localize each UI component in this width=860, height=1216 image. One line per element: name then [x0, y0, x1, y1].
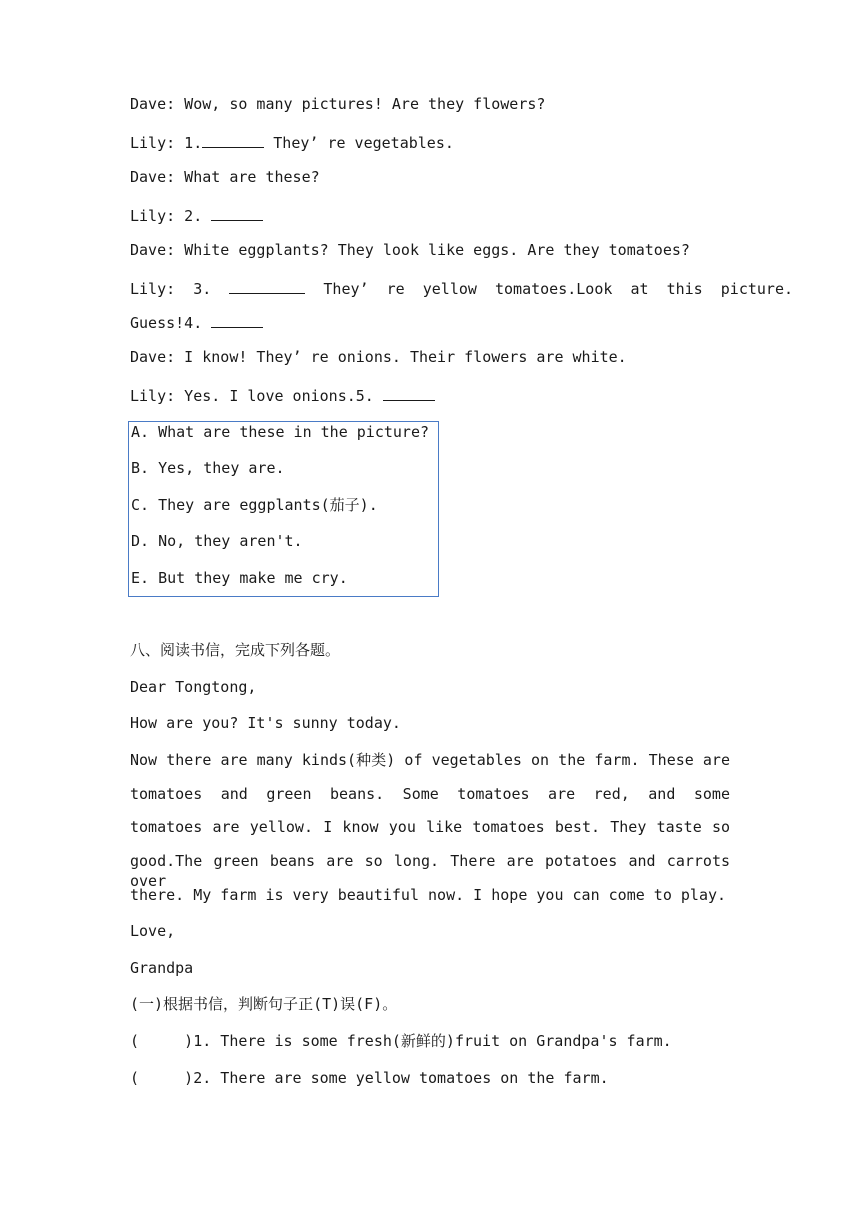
- dialogue-line-4: [130, 204, 263, 226]
- letter-body-line: tomatoes and green beans. Some tomatoes are red, and some: [130, 785, 730, 803]
- section-heading: 八、阅读书信，完成下列各题。: [130, 641, 341, 659]
- dialogue-line-2: [130, 131, 454, 153]
- question-2[interactable]: ( )2. There are some yellow tomatoes on the farm.: [130, 1069, 609, 1087]
- option-b: B. Yes, they are.: [131, 459, 285, 477]
- question-1[interactable]: ( )1. There is some fresh(新鲜的)fruit on Grandpa's farm.: [130, 1032, 672, 1050]
- answer-blank-3[interactable]: [229, 277, 305, 294]
- dialogue-line-1: Dave: Wow, so many pictures! Are they flowers?: [130, 95, 546, 113]
- letter-signature: Grandpa: [130, 959, 194, 977]
- dialogue-line-9: [130, 384, 435, 406]
- line-prefix: Lily: Yes. I love onions.5.: [130, 387, 383, 405]
- letter-closing: Love,: [130, 922, 176, 940]
- dialogue-line-8: Dave: I know! They’ re onions. Their flowers are white.: [130, 348, 627, 366]
- options-box: [128, 421, 439, 597]
- letter-opening: How are you? It's sunny today.: [130, 714, 401, 732]
- letter-body-line: Now there are many kinds(种类) of vegetables on the farm. These are: [130, 751, 730, 769]
- answer-blank-4[interactable]: [211, 311, 263, 328]
- line-prefix: Lily: 1.: [130, 134, 203, 152]
- dialogue-line-3: Dave: What are these?: [130, 168, 320, 186]
- option-e: E. But they make me cry.: [131, 569, 348, 587]
- line-prefix: Lily: 2.: [130, 207, 212, 225]
- option-a: A. What are these in the picture?: [131, 423, 430, 441]
- sub-heading: (一)根据书信，判断句子正(T)误(F)。: [130, 995, 398, 1013]
- option-d: D. No, they aren't.: [131, 532, 303, 550]
- letter-body-last-line: there. My farm is very beautiful now. I hope you can come to play.: [130, 886, 727, 904]
- answer-blank-5[interactable]: [383, 384, 435, 401]
- answer-blank-2[interactable]: [211, 204, 263, 221]
- line-suffix: They’ re yellow tomatoes.Look at this picture.: [305, 280, 794, 298]
- option-c: C. They are eggplants(茄子).: [131, 496, 378, 514]
- letter-greeting: Dear Tongtong,: [130, 678, 257, 696]
- line-suffix: They’ re vegetables.: [264, 134, 454, 152]
- line-prefix: Guess!4.: [130, 314, 212, 332]
- answer-blank-1[interactable]: [202, 131, 264, 148]
- dialogue-line-6: [130, 277, 793, 299]
- dialogue-line-5: Dave: White eggplants? They look like eggs. Are they tomatoes?: [130, 241, 690, 259]
- letter-body-line: good.The green beans are so long. There are potatoes and carrots over: [130, 852, 730, 890]
- dialogue-line-7: [130, 311, 263, 333]
- letter-body-line: tomatoes are yellow. I know you like tomatoes best. They taste so: [130, 818, 730, 836]
- line-prefix: Lily: 3.: [130, 280, 230, 298]
